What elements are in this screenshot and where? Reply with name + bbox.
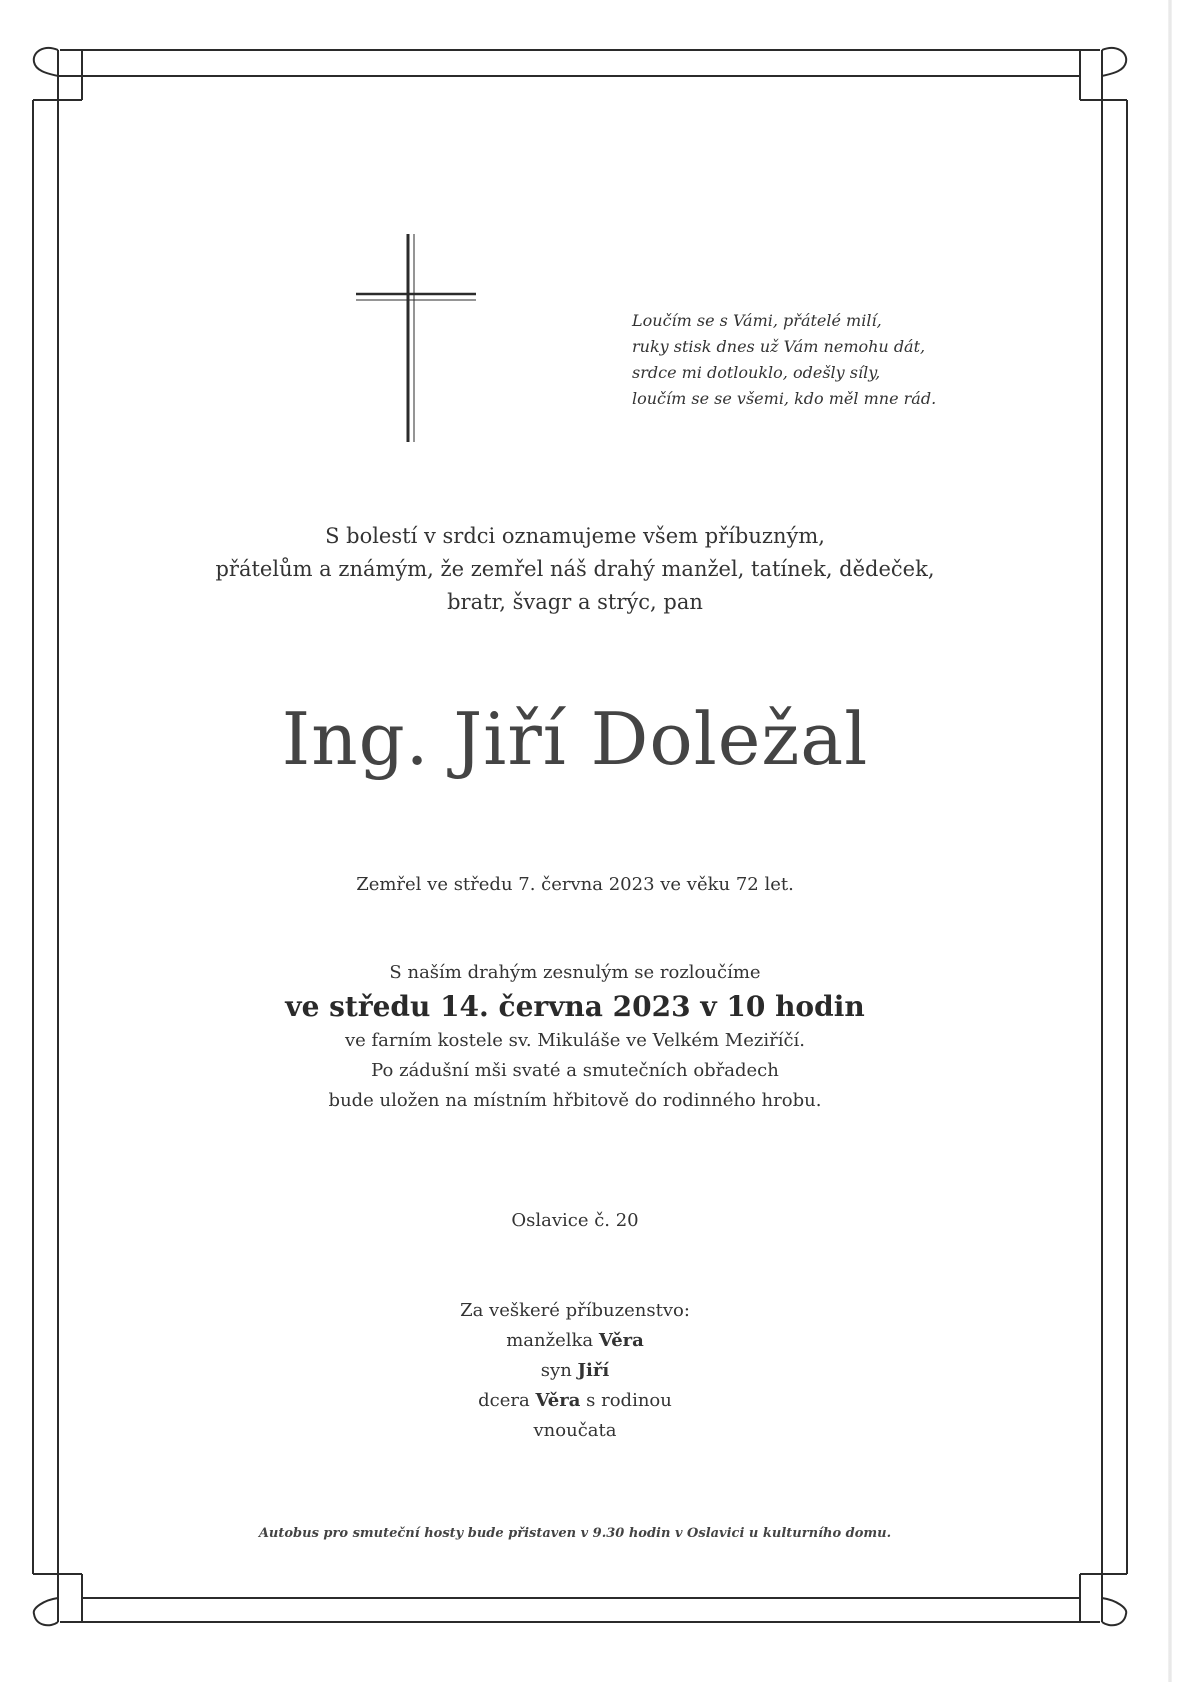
family-wife-prefix: manželka <box>506 1330 594 1351</box>
family-daughter <box>0 1386 1150 1416</box>
family-daughter-suffix: s rodinou <box>586 1390 672 1411</box>
poem-line: ruky stisk dnes už Vám nemohu dát, <box>632 337 926 356</box>
family-block <box>0 1296 1150 1446</box>
family-son-prefix: syn <box>540 1360 572 1381</box>
poem-line: Loučím se s Vámi, přátelé milí, <box>632 311 882 330</box>
family-wife-name: Věra <box>598 1330 644 1351</box>
farewell-date: ve středu 14. června 2023 v 10 hodin <box>285 990 865 1023</box>
cross-icon <box>356 234 476 444</box>
deceased-name: Ing. Jiří Doležal <box>281 697 869 781</box>
family-son-name: Jiří <box>577 1360 610 1381</box>
announcement-text <box>0 520 1150 619</box>
farewell-line: Po zádušní mši svaté a smutečních obřadech <box>371 1060 779 1081</box>
poem-line: srdce mi dotlouklo, odešly síly, <box>632 363 881 382</box>
poem <box>632 308 1132 412</box>
family-wife <box>0 1326 1150 1356</box>
bus-note: Autobus pro smuteční hosty bude přistaven v 9.30 hodin v Oslavici u kulturního domu. <box>258 1526 892 1541</box>
farewell-block <box>0 958 1150 1116</box>
family-daughter-prefix: dcera <box>478 1390 530 1411</box>
address: Oslavice č. 20 <box>511 1210 639 1231</box>
farewell-intro: S naším drahým zesnulým se rozloučíme <box>389 962 761 983</box>
family-daughter-name: Věra <box>535 1390 581 1411</box>
page-edge-shadow <box>1168 0 1172 1682</box>
family-grandchildren: vnoučata <box>533 1420 617 1441</box>
family-heading: Za veškeré příbuzenstvo: <box>460 1300 690 1321</box>
poem-line: loučím se se všemi, kdo měl mne rád. <box>632 389 937 408</box>
death-date-line: Zemřel ve středu 7. června 2023 ve věku 72 let. <box>356 874 794 895</box>
announcement-line: přátelům a známým, že zemřel náš drahý manžel, tatínek, dědeček, <box>215 557 935 581</box>
announcement-line: S bolestí v srdci oznamujeme všem příbuzným, <box>325 524 825 548</box>
announcement-line: bratr, švagr a strýc, pan <box>447 590 703 614</box>
farewell-place: ve farním kostele sv. Mikuláše ve Velkém Meziříčí. <box>344 1030 806 1051</box>
farewell-line: bude uložen na místním hřbitově do rodinného hrobu. <box>328 1090 822 1111</box>
family-son <box>0 1356 1150 1386</box>
